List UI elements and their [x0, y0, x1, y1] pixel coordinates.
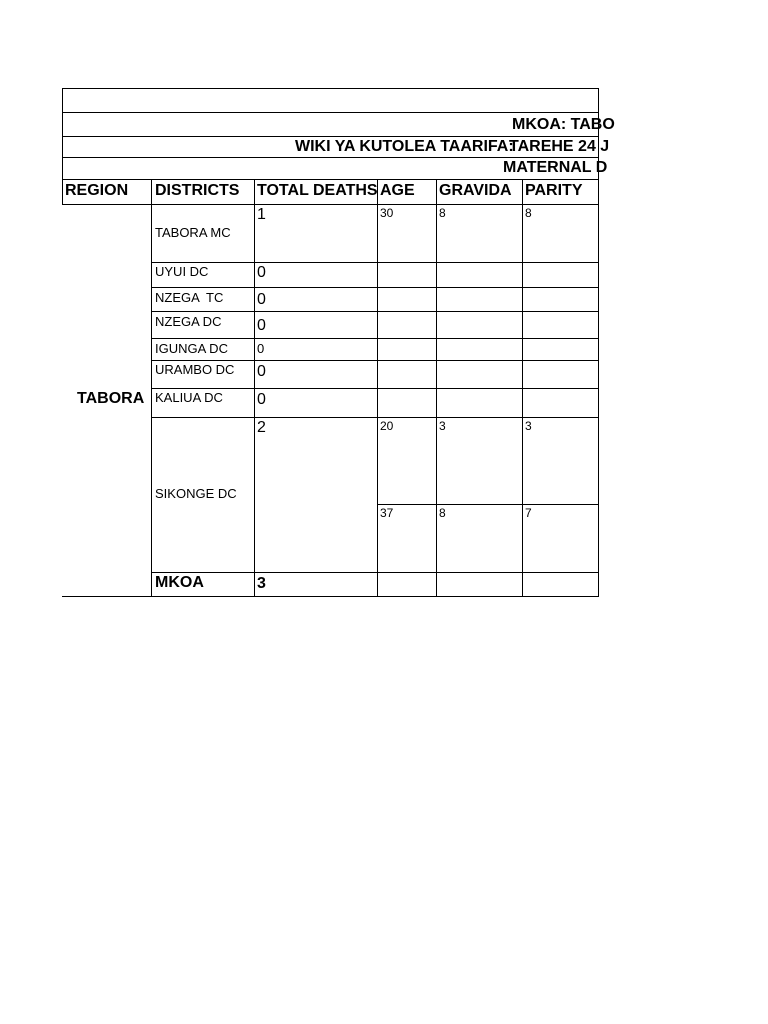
- case-parity: 3: [525, 419, 532, 433]
- grid-line: [151, 388, 599, 389]
- case-age: 20: [380, 419, 394, 433]
- grid-line: [377, 179, 378, 597]
- case-age: 37: [380, 506, 394, 520]
- region-cell: TABORA: [77, 390, 145, 407]
- grid-line: [62, 88, 599, 89]
- district-name: TABORA MC: [155, 225, 231, 240]
- grid-line: [522, 179, 523, 597]
- grid-line: [436, 179, 437, 597]
- district-total-deaths: 0: [257, 363, 266, 380]
- district-name: NZEGA TC: [155, 290, 224, 305]
- column-header-age: AGE: [380, 182, 415, 199]
- district-name: UYUI DC: [155, 264, 209, 279]
- district-total-deaths: 0: [257, 291, 266, 308]
- title-row-2: [63, 113, 615, 136]
- grid-line: [151, 287, 599, 288]
- title-region: MKOA: TABO: [512, 116, 615, 133]
- district-name: KALIUA DC: [155, 390, 223, 405]
- grid-line: [62, 204, 599, 205]
- district-name: SIKONGE DC: [155, 486, 237, 501]
- title-row-3: [63, 137, 610, 157]
- grid-line: [254, 179, 255, 597]
- total-row-deaths: 3: [257, 575, 266, 592]
- title-week-value: TAREHE 24 J: [509, 138, 610, 155]
- grid-line: [151, 262, 599, 263]
- district-name: NZEGA DC: [155, 314, 222, 329]
- grid-line: [377, 504, 599, 505]
- grid-line: [151, 338, 599, 339]
- district-total-deaths: 0: [257, 264, 266, 281]
- total-row-label: MKOA: [155, 574, 204, 591]
- district-name: IGUNGA DC: [155, 341, 228, 356]
- title-report-type: MATERNAL D: [503, 159, 608, 176]
- district-total-deaths: 0: [257, 391, 266, 408]
- district-name: URAMBO DC: [155, 362, 235, 377]
- grid-line: [62, 596, 599, 597]
- column-header-parity: PARITY: [525, 182, 583, 199]
- case-gravida: 3: [439, 419, 446, 433]
- column-header-total-deaths: TOTAL DEATHS: [257, 182, 378, 199]
- case-parity: 8: [525, 206, 532, 220]
- grid-line: [62, 179, 599, 180]
- grid-line: [151, 360, 599, 361]
- case-parity: 7: [525, 506, 532, 520]
- district-total-deaths: 0: [257, 317, 266, 334]
- column-header-districts: DISTRICTS: [155, 182, 240, 199]
- column-header-gravida: GRAVIDA: [439, 182, 512, 199]
- case-gravida: 8: [439, 206, 446, 220]
- case-age: 30: [380, 206, 394, 220]
- title-week-label: WIKI YA KUTOLEA TAARIFA:: [295, 138, 514, 155]
- district-total-deaths: 2: [257, 419, 266, 436]
- district-total-deaths: 0: [257, 341, 265, 356]
- grid-line: [151, 311, 599, 312]
- grid-line: [151, 572, 599, 573]
- case-gravida: 8: [439, 506, 446, 520]
- column-header-region: REGION: [65, 182, 129, 199]
- district-total-deaths: 1: [257, 206, 266, 223]
- grid-line: [151, 179, 152, 597]
- title-row-4: [63, 158, 608, 179]
- grid-line: [151, 417, 599, 418]
